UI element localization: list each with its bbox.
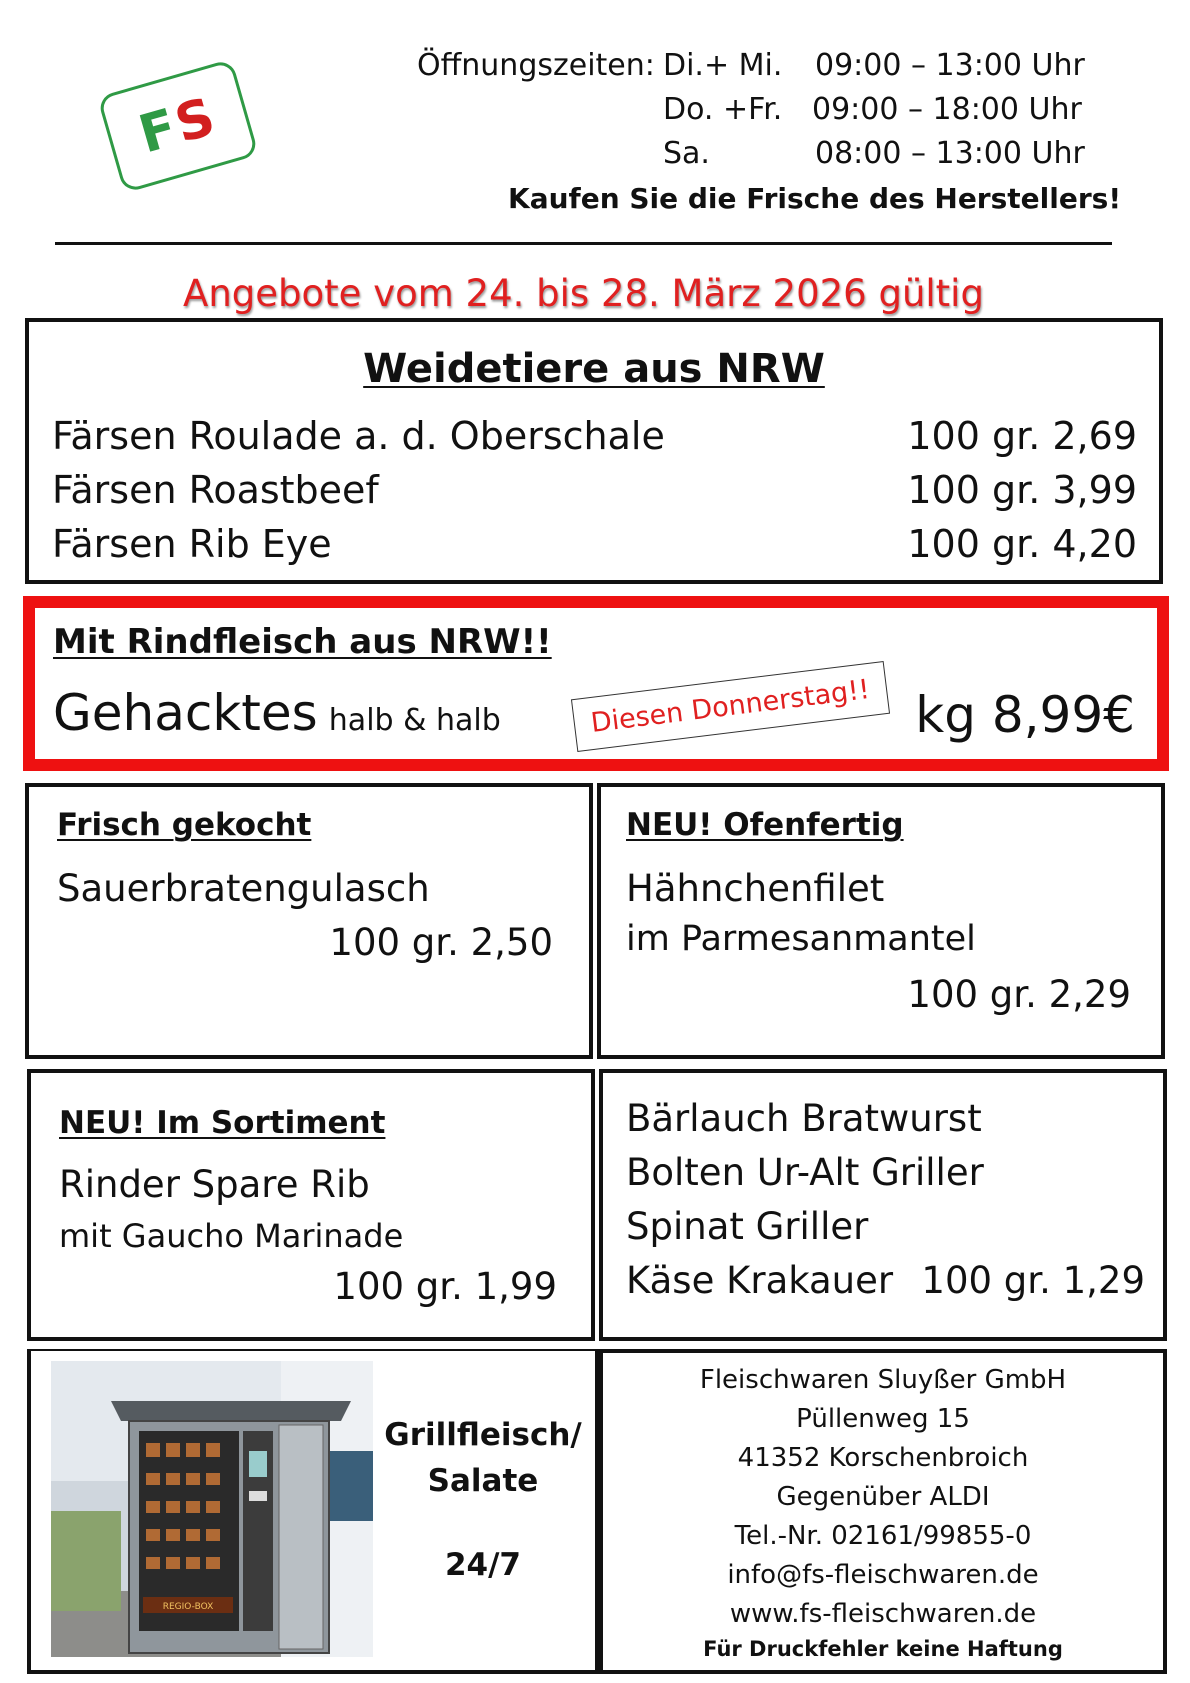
hours-days-1: Di.+ Mi. [663, 48, 783, 83]
contact-street: Püllenweg 15 [796, 1404, 970, 1434]
sortiment-price: 100 gr. 1,99 [333, 1265, 557, 1308]
special-stamp: Diesen Donnerstag!! [571, 661, 890, 752]
gekocht-heading: Frisch gekocht [57, 807, 312, 843]
weidetiere-box [25, 318, 1163, 584]
logo-letter-f: F [132, 97, 186, 166]
wurst-item-3: Spinat Griller [626, 1205, 869, 1248]
weidetiere-item-2-price: 100 gr. 3,99 [907, 468, 1137, 512]
sortiment-box [27, 1069, 595, 1341]
sortiment-heading: NEU! Im Sortiment [59, 1105, 386, 1141]
sortiment-product: Rinder Spare Rib [59, 1163, 370, 1206]
header-divider [55, 242, 1112, 245]
hours-label: Öffnungszeiten: [417, 48, 655, 83]
wurst-price: 100 gr. 1,29 [921, 1259, 1145, 1302]
wurst-item-4: Käse Krakauer [626, 1259, 894, 1302]
weidetiere-item-3-name: Färsen Rib Eye [52, 522, 332, 566]
special-heading: Mit Rindfleisch aus NRW!! [53, 622, 552, 662]
contact-email[interactable]: info@fs-fleischwaren.de [727, 1560, 1039, 1590]
weidetiere-item-1-name: Färsen Roulade a. d. Oberschale [52, 414, 665, 458]
contact-disclaimer: Für Druckfehler keine Haftung [703, 1637, 1063, 1661]
contact-city: 41352 Korschenbroich [737, 1443, 1029, 1473]
automat-line-1: Grillfleisch/ [384, 1417, 582, 1453]
weidetiere-item-2-name: Färsen Roastbeef [52, 468, 379, 512]
automat-line-2: Salate [427, 1463, 539, 1499]
hours-time-3: 08:00 – 13:00 Uhr [815, 136, 1085, 171]
weidetiere-item-3-price: 100 gr. 4,20 [907, 522, 1137, 566]
slogan: Kaufen Sie die Frische des Herstellers! [508, 182, 1122, 215]
gekocht-box [25, 783, 593, 1059]
automat-box [27, 1349, 599, 1674]
ofenfertig-product: Hähnchenfilet [626, 867, 885, 910]
fs-logo [97, 59, 259, 194]
weidetiere-item-1-price: 100 gr. 2,69 [907, 414, 1137, 458]
ofenfertig-product-note: im Parmesanmantel [626, 919, 976, 959]
wurst-box [599, 1069, 1167, 1341]
weidetiere-heading: Weidetiere aus NRW [363, 346, 825, 392]
contact-phone: Tel.-Nr. 02161/99855-0 [734, 1521, 1032, 1551]
gekocht-price: 100 gr. 2,50 [329, 921, 553, 964]
validity-line: Angebote vom 24. bis 28. März 2026 gültig [183, 272, 984, 315]
gekocht-product: Sauerbratengulasch [57, 867, 430, 910]
contact-web[interactable]: www.fs-fleischwaren.de [729, 1599, 1037, 1629]
sortiment-product-note: mit Gaucho Marinade [59, 1217, 404, 1255]
special-product-note: halb & halb [328, 703, 501, 738]
special-product-name: Gehacktes [53, 684, 318, 742]
ofenfertig-heading: NEU! Ofenfertig [626, 807, 904, 843]
wurst-item-2: Bolten Ur-Alt Griller [626, 1151, 984, 1194]
ofenfertig-price: 100 gr. 2,29 [907, 973, 1131, 1016]
contact-company: Fleischwaren Sluyßer GmbH [699, 1365, 1067, 1395]
contact-box [599, 1349, 1167, 1674]
special-box [23, 596, 1169, 771]
hours-time-2: 09:00 – 18:00 Uhr [812, 92, 1082, 127]
special-product [53, 684, 501, 742]
hours-days-3: Sa. [663, 136, 710, 171]
logo-letter-s: S [168, 86, 224, 156]
ofenfertig-box [597, 783, 1165, 1059]
automat-hours: 24/7 [444, 1547, 522, 1583]
special-price: kg 8,99€ [915, 686, 1135, 744]
contact-location-hint: Gegenüber ALDI [776, 1482, 990, 1512]
machine-label: REGIO-BOX [162, 1602, 214, 1612]
vending-machine-photo [51, 1361, 373, 1657]
hours-days-2: Do. +Fr. [663, 92, 783, 127]
wurst-item-1: Bärlauch Bratwurst [626, 1097, 982, 1140]
hours-time-1: 09:00 – 13:00 Uhr [815, 48, 1085, 83]
